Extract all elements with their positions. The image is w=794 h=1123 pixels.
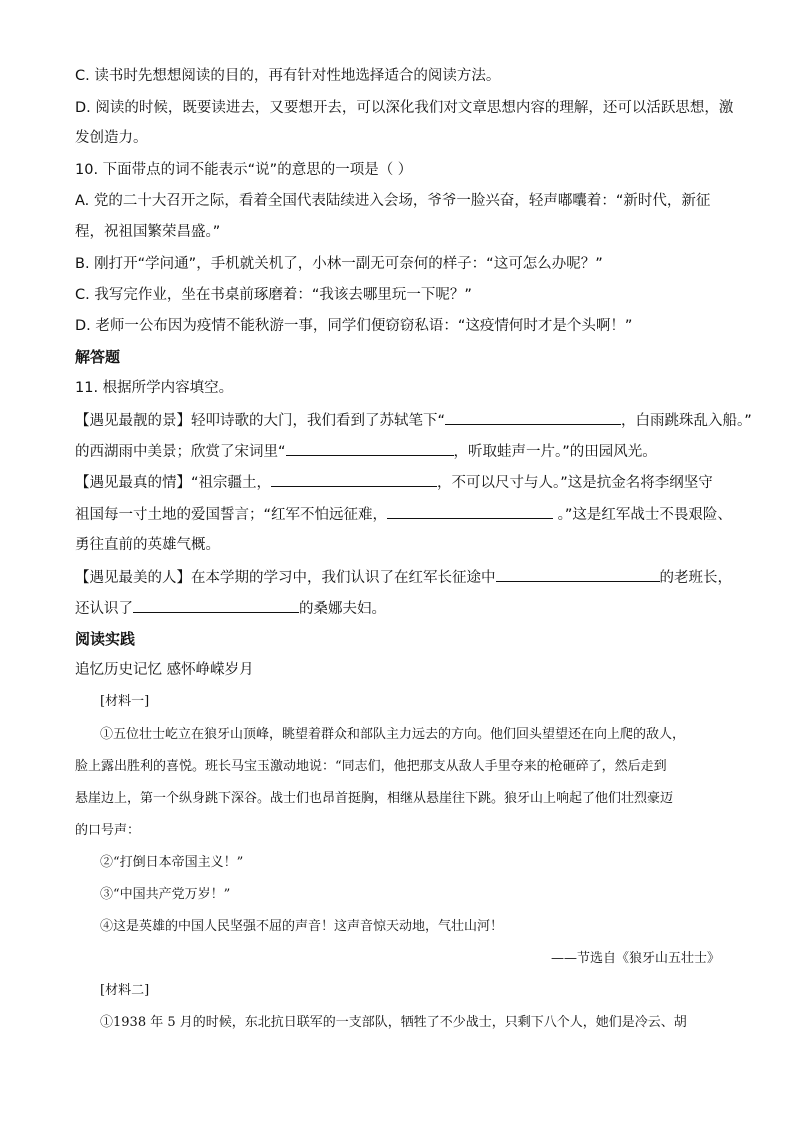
option-a-q10-line2: 程，祝祖国繁荣昌盛。” xyxy=(75,224,221,240)
q11-text: ，听取蛙声一片。”的田园风光。 xyxy=(453,444,657,460)
material-1-paragraph-3: ③“中国共产党万岁！” xyxy=(100,887,231,902)
option-a-q10-line1: A. 党的二十大召开之际，看着全国代表陆续进入会场，爷爷一脸兴奋，轻声嘟囔着：“新时代，新征 xyxy=(75,193,711,209)
q11-text: ，白雨跳珠乱入船。” xyxy=(621,413,752,429)
material-1-source: ——节选自《狼牙山五壮士》 xyxy=(550,951,720,966)
answer-blank-4[interactable] xyxy=(387,504,553,519)
q11-line-2 xyxy=(75,441,657,462)
q11-text: 【遇见最真的情】“祖宗疆土， xyxy=(75,475,272,491)
q11-line-1 xyxy=(75,410,752,431)
question-11-stem: 11. 根据所学内容填空。 xyxy=(75,380,234,396)
q11-text: 。”这是红军战士不畏艰险、 xyxy=(553,507,732,523)
material-1-label: [材料一] xyxy=(100,694,150,709)
material-2-label: [材料二] xyxy=(100,983,150,998)
answer-blank-2[interactable] xyxy=(286,441,454,456)
q11-line-7 xyxy=(75,598,386,619)
q11-text: 还认识了 xyxy=(75,601,133,617)
q11-text: 的老班长， xyxy=(659,570,732,586)
option-d-q9-line2: 发创造力。 xyxy=(75,130,148,146)
material-1-paragraph-1-line-4: 的口号声： xyxy=(75,823,141,838)
q11-line-6 xyxy=(75,567,732,588)
material-1-paragraph-1-line-3: 悬崖边上，第一个纵身跳下深谷。战士们也昂首挺胸，相继从悬崖往下跳。狼牙山上响起了他们壮烈豪迈 xyxy=(75,791,674,806)
section-heading-reading: 阅读实践 xyxy=(75,630,136,648)
q11-text: 【遇见最靓的景】轻叩诗歌的大门，我们看到了苏轼笔下“ xyxy=(75,413,446,429)
question-10-stem: 10. 下面带点的词不能表示“说”的意思的一项是（ ） xyxy=(75,162,413,178)
material-1-paragraph-1-line-2: 脸上露出胜利的喜悦。班长马宝玉激动地说：“同志们，他把那支从敌人手里夺来的枪砸碎了，然后走到 xyxy=(75,759,667,774)
material-1-paragraph-2: ②“打倒日本帝国主义！” xyxy=(100,855,244,870)
reading-title: 追忆历史记忆 感怀峥嵘岁月 xyxy=(75,662,254,678)
answer-blank-5[interactable] xyxy=(496,567,660,582)
q11-text: 的西湖雨中美景；欣赏了宋词里“ xyxy=(75,444,286,460)
option-d-q10: D. 老师一公布因为疫情不能秋游一事，同学们便窃窃私语：“这疫情何时才是个头啊！” xyxy=(75,318,633,334)
q11-line-4 xyxy=(75,504,732,525)
material-2-paragraph-1-line-1: ①1938 年 5 月的时候，东北抗日联军的一支部队，牺牲了不少战士，只剩下八个人，她们是冷云、胡 xyxy=(100,1015,687,1030)
q11-text: 祖国每一寸土地的爱国誓言；“红军不怕远征难， xyxy=(75,507,388,523)
material-1-paragraph-4: ④这是英雄的中国人民坚强不屈的声音！这声音惊天动地，气壮山河！ xyxy=(100,919,504,934)
q11-line-3 xyxy=(75,472,713,493)
q11-text: 的桑娜夫妇。 xyxy=(299,601,386,617)
option-b-q10: B. 刚打开“学问通”，手机就关机了，小林一副无可奈何的样子：“这可怎么办呢？” xyxy=(75,256,603,272)
option-c-q10: C. 我写完作业，坐在书桌前琢磨着：“我该去哪里玩一下呢？” xyxy=(75,287,472,303)
answer-blank-3[interactable] xyxy=(271,472,437,487)
section-heading-answer: 解答题 xyxy=(75,348,121,366)
q11-text: 【遇见最美的人】在本学期的学习中，我们认识了在红军长征途中 xyxy=(75,570,496,586)
material-1-paragraph-1-line-1: ①五位壮士屹立在狼牙山顶峰，眺望着群众和部队主力远去的方向。他们回头望望还在向上爬的敌人， xyxy=(100,727,686,742)
option-d-q9-line1: D. 阅读的时候，既要读进去，又要想开去，可以深化我们对文章思想内容的理解，还可以活跃思想，激 xyxy=(75,100,734,116)
option-c-q9: C. 读书时先想想阅读的目的，再有针对性地选择适合的阅读方法。 xyxy=(75,68,501,84)
q11-text: ，不可以尺寸与人。”这是抗金名将李纲坚守 xyxy=(437,475,713,491)
q11-line-5: 勇往直前的英雄气概。 xyxy=(75,537,220,553)
answer-blank-6[interactable] xyxy=(133,598,299,613)
answer-blank-1[interactable] xyxy=(445,410,621,425)
